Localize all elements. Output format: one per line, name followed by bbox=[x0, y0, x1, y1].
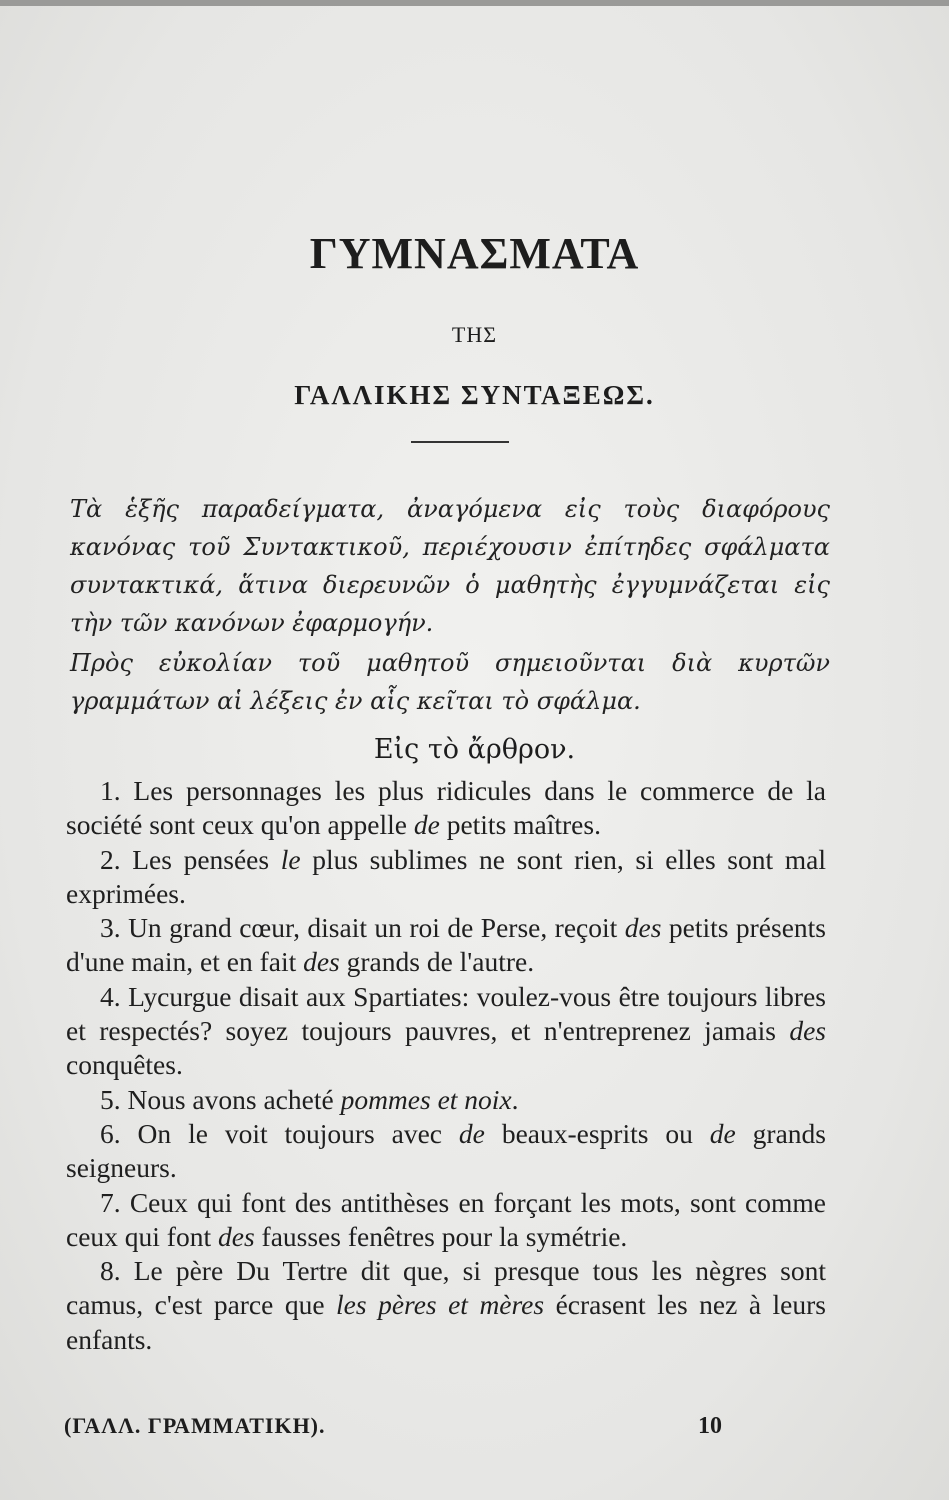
section-heading: Εἰς τὸ ἄρθρον. bbox=[373, 734, 576, 765]
footer-signature: 10 bbox=[698, 1413, 722, 1439]
page-title: ΓΥΜΝΑΣΜΑΤΑ bbox=[309, 229, 640, 278]
error-word: des bbox=[624, 912, 662, 944]
title-article: ΤΗΣ bbox=[451, 322, 498, 347]
error-word: pommes et noix bbox=[340, 1083, 512, 1115]
page-subtitle: ΓΑΛΛΙΚΗΣ ΣΥΝΤΑΞΕΩΣ. bbox=[294, 380, 655, 410]
intro-paragraph-2: Πρὸς εὐκολίαν τοῦ μαθητοῦ σημειοῦνται διὰ κυρτῶν γραμμάτων αἱ λέξεις ἐν αἷς κεῖται τὸ σφάλμα. bbox=[70, 649, 830, 715]
footer-book-title: (ΓΑΛΛ. ΓΡΑΜΜΑΤΙΚΗ). bbox=[64, 1413, 326, 1438]
error-word: de bbox=[458, 1117, 485, 1149]
intro-paragraph-1: Τὰ ἑξῆς παραδείγματα, ἀναγόμενα εἰς τοὺς διαφόρους κανόνας τοῦ Συντακτικοῦ, περιέχουσιν ἐπίτηδες σφάλματα συντακτικά, ἅτινα διερευνῶν ὁ μαθητὴς ἐγγυμνάζεται εἰς τὴν τῶν κανόνων ἐφαρμογήν. bbox=[70, 495, 830, 637]
error-word: de bbox=[413, 809, 440, 841]
error-word: des bbox=[303, 946, 340, 978]
error-word: le bbox=[280, 843, 301, 875]
error-word: de bbox=[709, 1117, 736, 1149]
error-word: des bbox=[789, 1015, 826, 1047]
exercise-8: 8. Le père Du Tertre dit que, si presque tous les nègres sont camus, c'est parce que les pères et mères écrasent les nez à leurs enfants. bbox=[66, 1255, 826, 1355]
exercise-list bbox=[66, 774, 826, 1357]
page-top-edge bbox=[0, 0, 949, 6]
exercise-2: 2. Les pensées le plus sublimes ne sont rien, si elles sont mal exprimées. bbox=[66, 843, 826, 909]
title-divider bbox=[411, 441, 509, 443]
error-word: les pères et mères bbox=[336, 1289, 545, 1321]
exercise-1: 1. Les personnages les plus ridicules dans le commerce de la société sont ceux qu'on appelle de petits maîtres. bbox=[66, 775, 826, 841]
exercise-5: 5. Nous avons acheté pommes et noix. bbox=[100, 1083, 519, 1115]
exercise-7: 7. Ceux qui font des antithèses en forçant les mots, sont comme ceux qui font des fausses fenêtres pour la symétrie. bbox=[66, 1186, 826, 1252]
exercise-4: 4. Lycurgue disait aux Spartiates: voulez-vous être toujours libres et respectés? soyez toujours pauvres, et n'entreprenez jamais des conquêtes. bbox=[66, 980, 826, 1081]
exercise-6: 6. On le voit toujours avec de beaux-esprits ou de grands seigneurs. bbox=[66, 1117, 826, 1184]
error-word: des bbox=[217, 1220, 255, 1252]
exercise-3: 3. Un grand cœur, disait un roi de Perse, reçoit des petits présents d'une main, et en fait des grands de l'autre. bbox=[66, 912, 826, 978]
